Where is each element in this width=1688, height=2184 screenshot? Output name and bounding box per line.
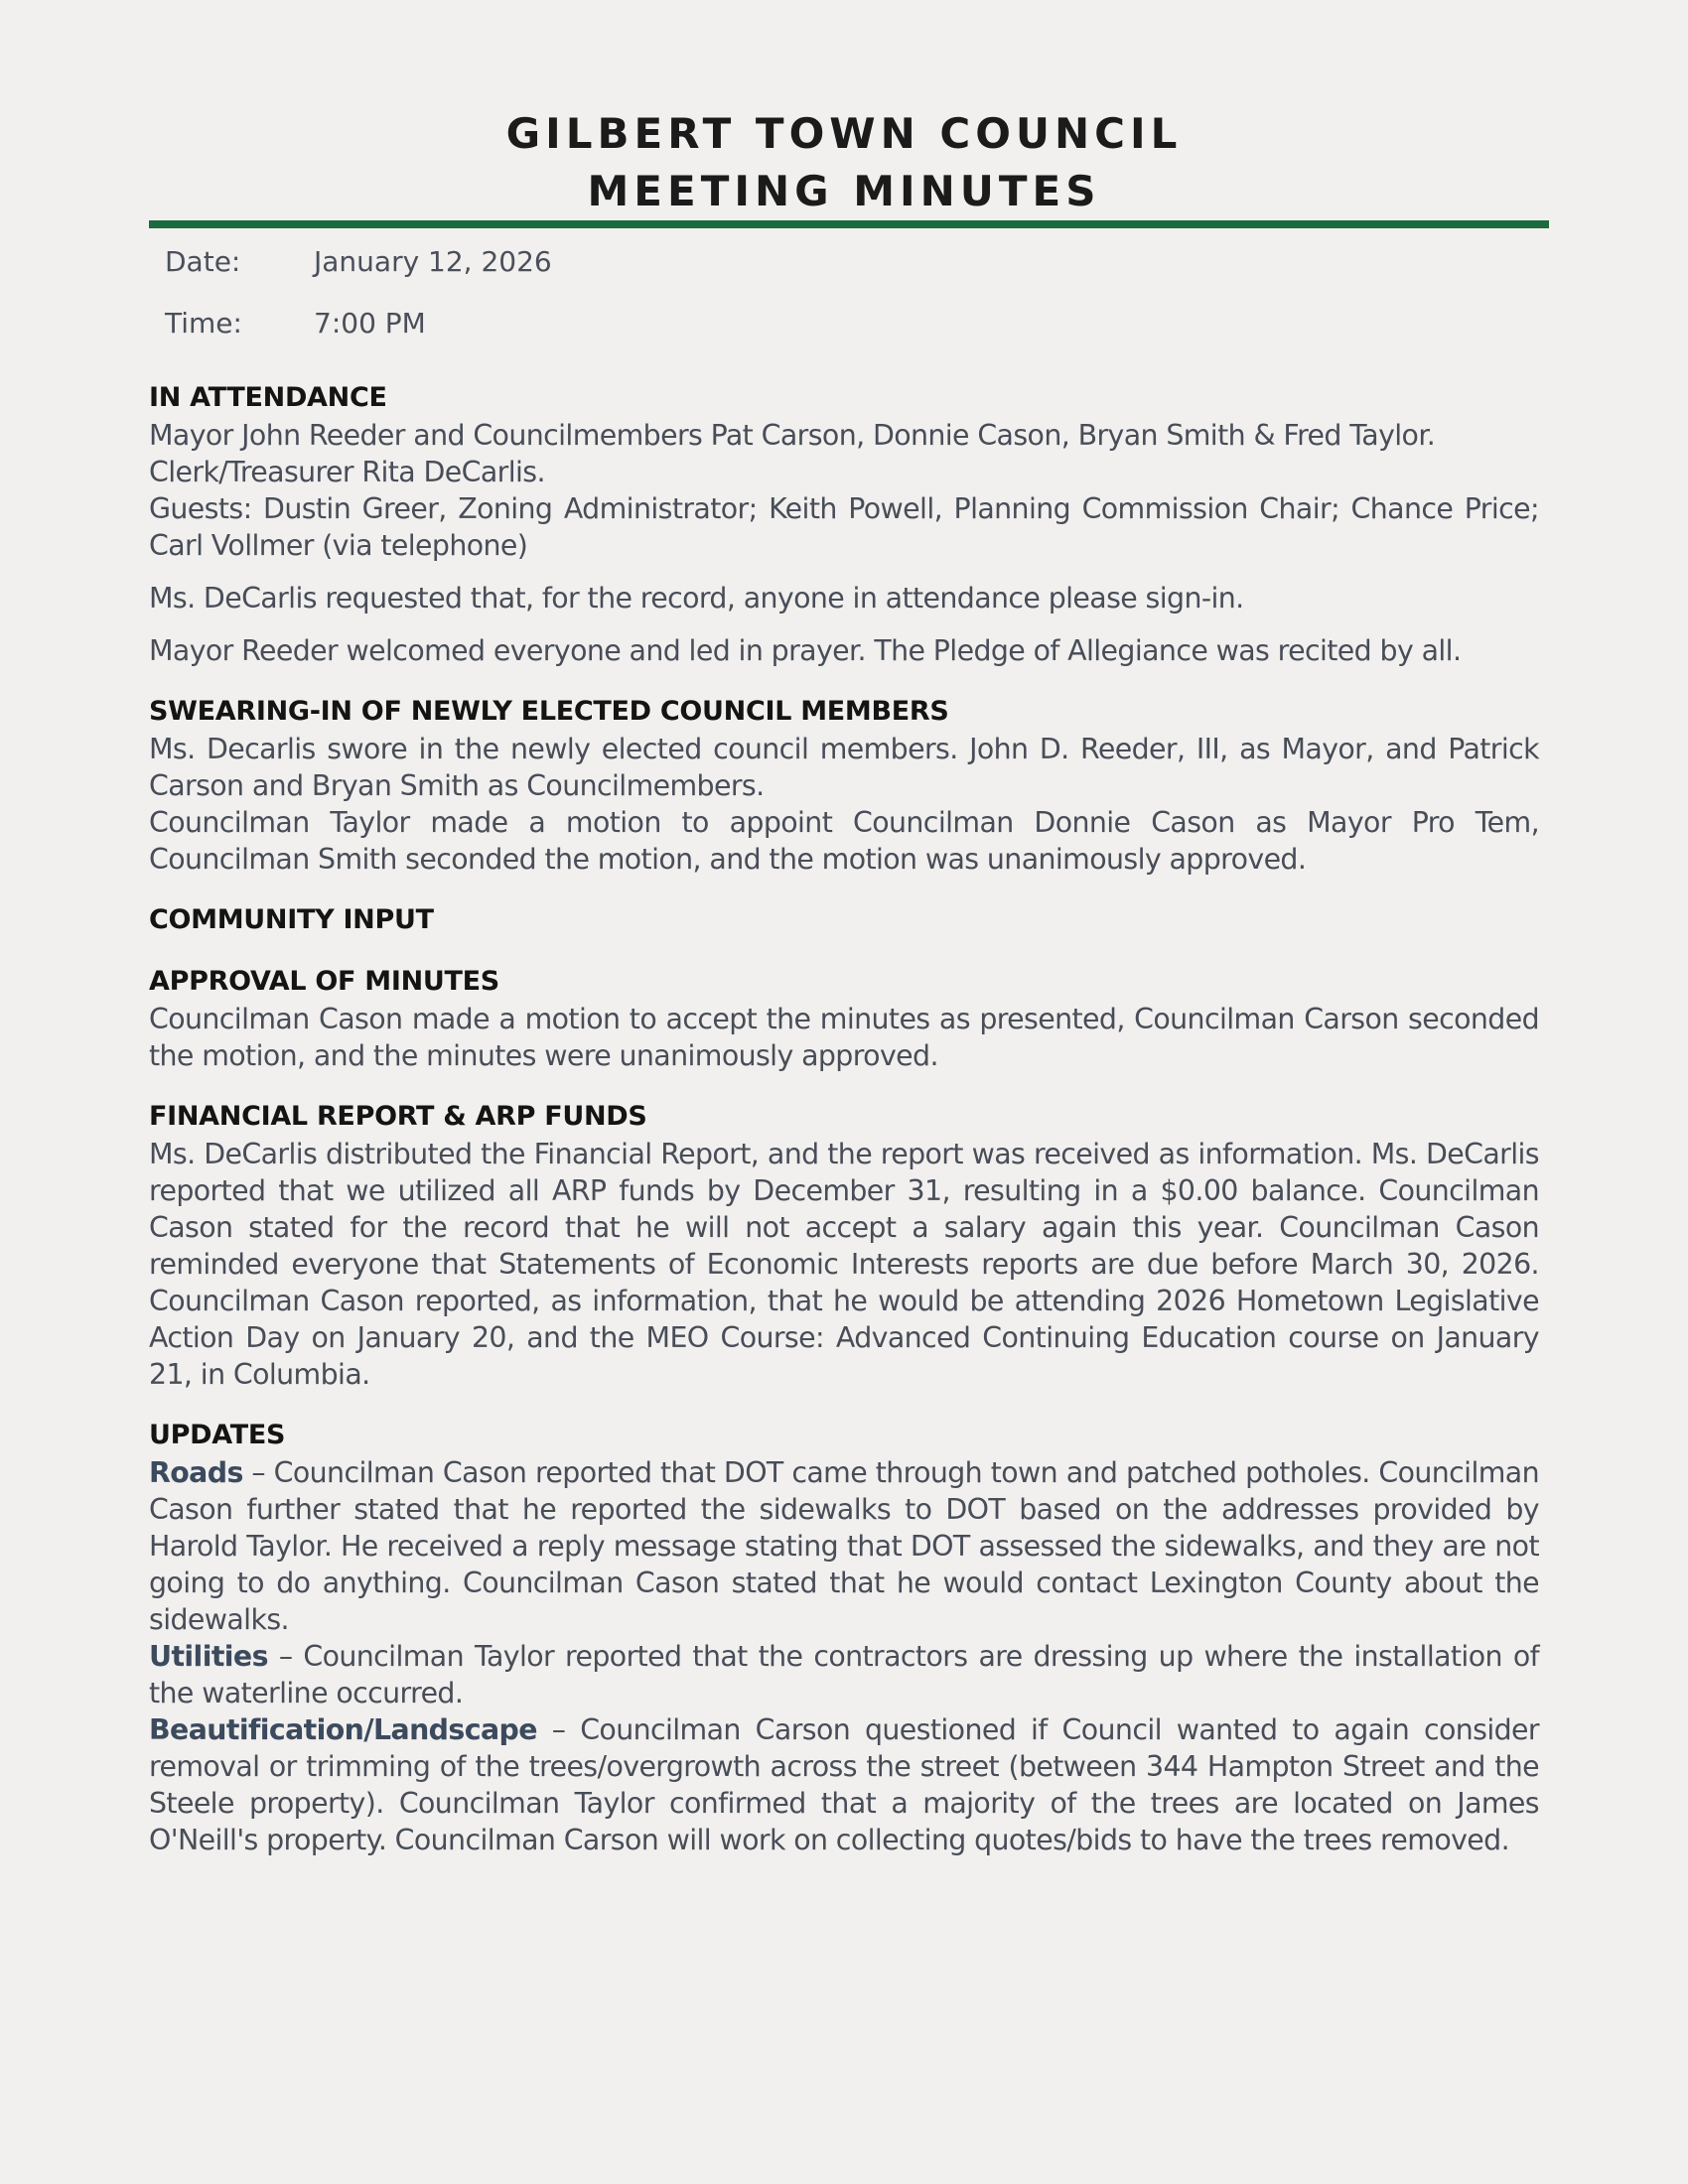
update-utilities	[149, 1638, 1539, 1711]
section-swearing-in	[149, 693, 1539, 878]
utilities-label: Utilities	[149, 1640, 268, 1673]
attendance-clerk: Clerk/Treasurer Rita DeCarlis.	[149, 456, 545, 488]
approval-text: Councilman Cason made a motion to accept the minutes as presented, Councilman Carson seconded the motion, and the minutes were unanimously approved.	[149, 1003, 1539, 1072]
attendance-guests: Guests: Dustin Greer, Zoning Administrator; Keith Powell, Planning Commission Chair; Chance Price; Carl Vollmer (via telephone)	[149, 492, 1539, 562]
attendance-welcome: Mayor Reeder welcomed everyone and led in prayer. The Pledge of Allegiance was recited by all.	[149, 634, 1462, 667]
date-label: Date:	[165, 245, 241, 278]
time-value: 7:00 PM	[314, 307, 426, 340]
roads-label: Roads	[149, 1456, 243, 1489]
attendance-heading: IN ATTENDANCE	[149, 382, 387, 413]
beautification-text: – Councilman Carson questioned if Council wanted to again consider removal or trimming of the trees/overgrowth across the street (between 344 Hampton Street and the Steele property). Councilman Taylor confirmed that a majority of the trees are located on James O'Neill's property. Councilman Carson will work on collecting quotes/bids to have the trees removed.	[149, 1713, 1539, 1856]
financial-heading: FINANCIAL REPORT & ARP FUNDS	[149, 1101, 647, 1132]
meta-date-row	[165, 244, 552, 280]
document-title-line2: MEETING MINUTES	[587, 167, 1101, 215]
time-label: Time:	[165, 307, 242, 340]
community-input-heading: COMMUNITY INPUT	[149, 904, 434, 935]
meta-time-row	[165, 306, 426, 341]
section-attendance	[149, 379, 1539, 669]
update-roads	[149, 1454, 1539, 1638]
minutes-body	[149, 379, 1539, 1882]
update-beautification	[149, 1711, 1539, 1858]
swearing-in-heading: SWEARING-IN OF NEWLY ELECTED COUNCIL MEMBERS	[149, 696, 949, 727]
roads-text: – Councilman Cason reported that DOT came through town and patched potholes. Councilman Cason further stated that he reported the sidewalks to DOT based on the addresses provided by Harold Taylor. He received a reply message stating that DOT assessed the sidewalks, and they are not going to do anything. Councilman Cason stated that he would contact Lexington County about the sidewalks.	[149, 1456, 1539, 1636]
mayor-pro-tem-motion: Councilman Taylor made a motion to appoint Councilman Donnie Cason as Mayor Pro Tem, Councilman Smith seconded the motion, and the motion was unanimously approved.	[149, 806, 1539, 876]
beautification-label: Beautification/Landscape	[149, 1713, 537, 1746]
financial-text: Ms. DeCarlis distributed the Financial Report, and the report was received as information. Ms. DeCarlis reported that we utilized all ARP funds by December 31, resulting in a $0.00 balance. Councilman Cason stated for the record that he will not accept a salary again this year. Councilman Cason reminded everyone that Statements of Economic Interests reports are due before March 30, 2026. Councilman Cason reported, as information, that he would be attending 2026 Hometown Legislative Action Day on January 20, and the MEO Course: Advanced Continuing Education course on January 21, in Columbia.	[149, 1138, 1539, 1391]
document-title-line1: GILBERT TOWN COUNCIL	[505, 109, 1183, 158]
section-financial	[149, 1098, 1539, 1393]
section-approval	[149, 963, 1539, 1074]
attendance-signin: Ms. DeCarlis requested that, for the record, anyone in attendance please sign-in.	[149, 582, 1244, 614]
attendance-members: Mayor John Reeder and Councilmembers Pat Carson, Donnie Cason, Bryan Smith & Fred Taylor.	[149, 419, 1436, 452]
section-updates	[149, 1417, 1539, 1858]
approval-heading: APPROVAL OF MINUTES	[149, 966, 499, 997]
section-community-input	[149, 901, 1539, 939]
utilities-text: – Councilman Taylor reported that the contractors are dressing up where the installation of the waterline occurred.	[149, 1640, 1539, 1709]
swearing-in-text: Ms. Decarlis swore in the newly elected council members. John D. Reeder, III, as Mayor, and Patrick Carson and Bryan Smith as Councilmembers.	[149, 733, 1539, 802]
updates-heading: UPDATES	[149, 1420, 286, 1450]
title-divider	[149, 220, 1549, 228]
date-value: January 12, 2026	[314, 245, 552, 278]
document-page	[149, 0, 1539, 2184]
